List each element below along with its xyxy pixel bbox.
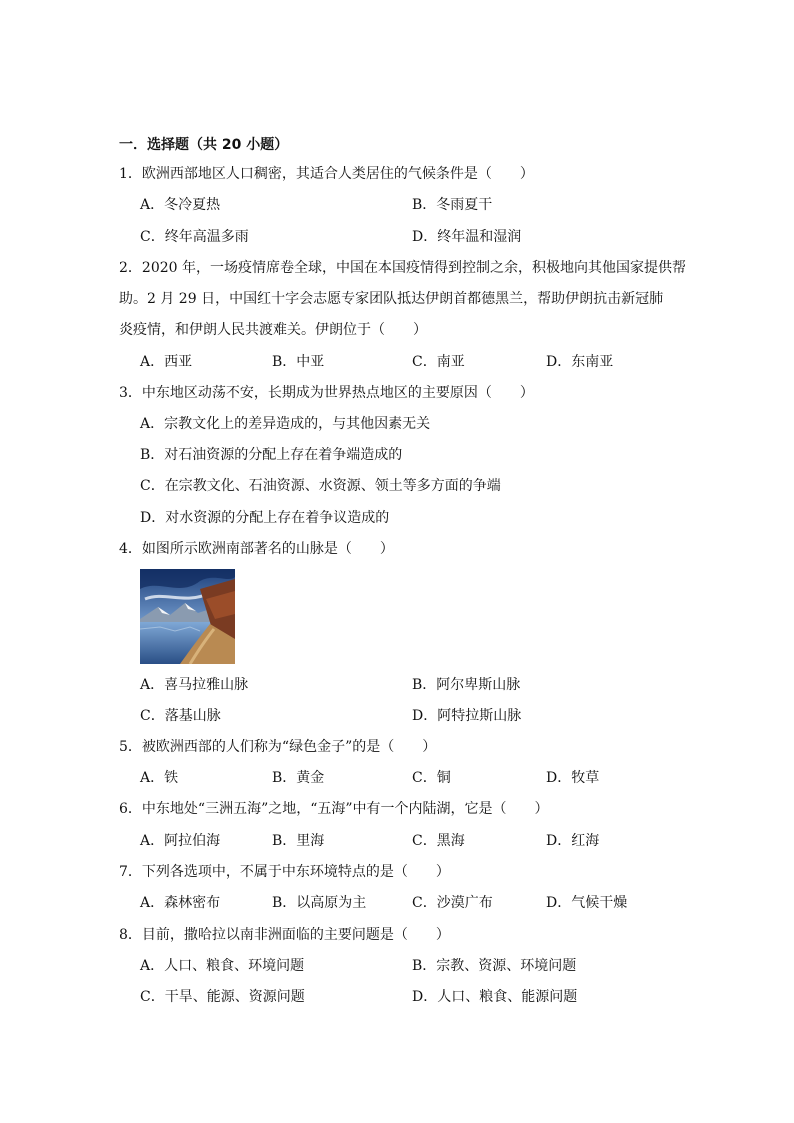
question-8-stem: 8．目前，撒哈拉以南非洲面临的主要问题是（ ） — [119, 927, 450, 943]
question-7-option-b[interactable]: B．以高原为主 — [272, 895, 367, 911]
question-8-option-a[interactable]: A．人口、粮食、环境问题 — [140, 958, 305, 974]
question-7-option-c[interactable]: C．沙漠广布 — [412, 895, 493, 911]
question-3-option-a[interactable]: A．宗教文化上的差异造成的，与其他因素无关 — [140, 416, 431, 432]
question-6-option-c[interactable]: C．黑海 — [412, 833, 465, 849]
question-1-option-d[interactable]: D．终年温和湿润 — [412, 229, 522, 245]
question-4-option-a[interactable]: A．喜马拉雅山脉 — [140, 677, 249, 693]
mountain-lake-illustration — [140, 569, 235, 664]
question-8-option-c[interactable]: C．干旱、能源、资源问题 — [140, 989, 305, 1005]
question-5-option-d[interactable]: D．牧草 — [546, 770, 600, 786]
question-1-option-a[interactable]: A．冬冷夏热 — [140, 197, 221, 213]
question-3-option-d[interactable]: D．对水资源的分配上存在着争议造成的 — [140, 510, 390, 526]
question-8-option-d[interactable]: D．人口、粮食、能源问题 — [412, 989, 578, 1005]
question-4-option-d[interactable]: D．阿特拉斯山脉 — [412, 708, 522, 724]
question-5-option-c[interactable]: C．铜 — [412, 770, 451, 786]
question-7-option-d[interactable]: D．气候干燥 — [546, 895, 628, 911]
question-3-option-b[interactable]: B．对石油资源的分配上存在着争端造成的 — [140, 447, 403, 463]
question-2-option-a[interactable]: A．西亚 — [140, 354, 193, 370]
question-5-option-b[interactable]: B．黄金 — [272, 770, 325, 786]
question-2-stem-line-3: 炎疫情，和伊朗人民共渡难关。伊朗位于（ ） — [119, 322, 427, 338]
question-6-option-d[interactable]: D．红海 — [546, 833, 600, 849]
question-3-option-c[interactable]: C．在宗教文化、石油资源、水资源、领土等多方面的争端 — [140, 478, 501, 494]
mountain-lake-photo — [140, 569, 235, 664]
question-8-option-b[interactable]: B．宗教、资源、环境问题 — [412, 958, 577, 974]
question-5-option-a[interactable]: A．铁 — [140, 770, 179, 786]
question-6-option-b[interactable]: B．里海 — [272, 833, 325, 849]
section-title: 一．选择题（共 20 小题） — [119, 137, 289, 153]
question-6-option-a[interactable]: A．阿拉伯海 — [140, 833, 221, 849]
question-2-option-d[interactable]: D．东南亚 — [546, 354, 614, 370]
question-2-stem-line-2: 助。2 月 29 日，中国红十字会志愿专家团队抵达伊朗首都德黑兰，帮助伊朗抗击新冠肺 — [119, 291, 664, 307]
question-6-stem: 6．中东地处“三洲五海”之地，“五海”中有一个内陆湖，它是（ ） — [119, 801, 549, 817]
question-4-option-c[interactable]: C．落基山脉 — [140, 708, 221, 724]
question-7-option-a[interactable]: A．森林密布 — [140, 895, 221, 911]
question-4-stem: 4．如图所示欧洲南部著名的山脉是（ ） — [119, 541, 394, 557]
question-3-stem: 3．中东地区动荡不安，长期成为世界热点地区的主要原因（ ） — [119, 385, 534, 401]
question-1-option-c[interactable]: C．终年高温多雨 — [140, 229, 249, 245]
question-2-stem-line-1: 2．2020 年，一场疫情席卷全球，中国在本国疫情得到控制之余，积极地向其他国家提供帮 — [119, 260, 686, 276]
question-4-option-b[interactable]: B．阿尔卑斯山脉 — [412, 677, 521, 693]
question-2-option-b[interactable]: B．中亚 — [272, 354, 325, 370]
question-2-option-c[interactable]: C．南亚 — [412, 354, 465, 370]
question-5-stem: 5．被欧洲西部的人们称为“绿色金子”的是（ ） — [119, 739, 437, 755]
question-1-option-b[interactable]: B．冬雨夏干 — [412, 197, 493, 213]
question-1-stem: 1．欧洲西部地区人口稠密，其适合人类居住的气候条件是（ ） — [119, 166, 534, 182]
question-7-stem: 7．下列各选项中，不属于中东环境特点的是（ ） — [119, 864, 450, 880]
